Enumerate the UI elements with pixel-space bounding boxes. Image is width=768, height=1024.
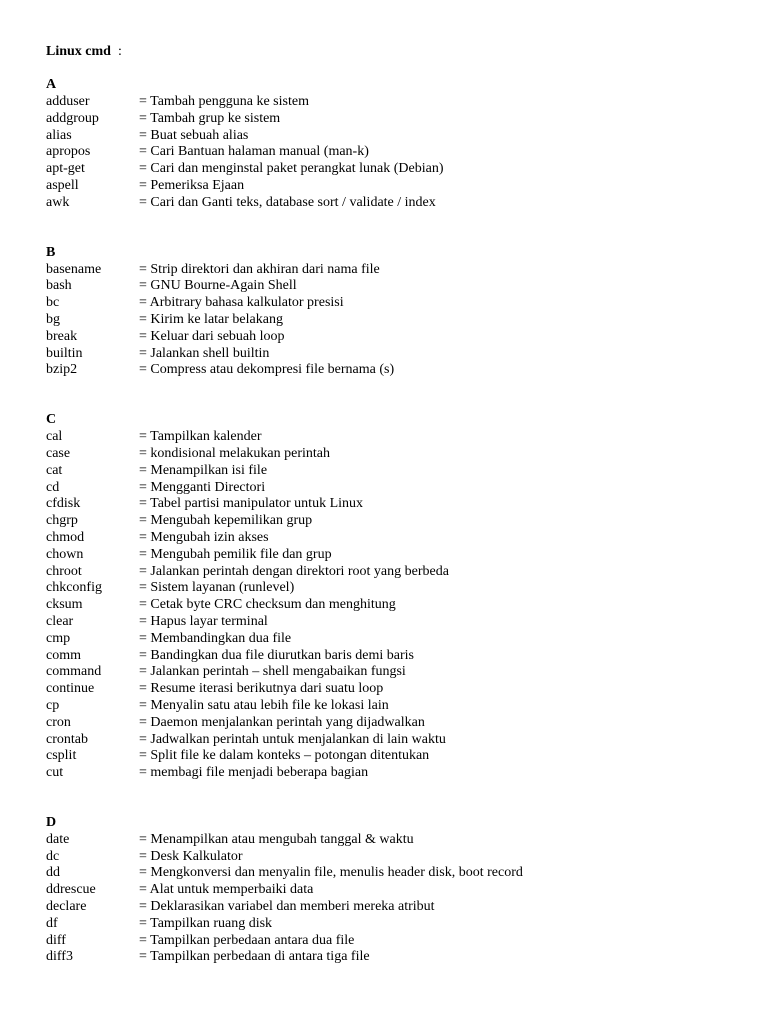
command-name: chown [46,546,84,562]
command-row [46,429,746,446]
command-name: chgrp [46,513,78,529]
command-name: clear [46,613,74,629]
command-name: cksum [46,597,83,613]
command-row [46,161,746,178]
command-description: = Alat untuk memperbaiki data [139,882,314,898]
command-row [46,178,746,195]
command-name: date [46,831,70,847]
command-row [46,480,746,497]
command-description: = Keluar dari sebuah loop [139,328,285,344]
command-name: alias [46,127,72,143]
command-description: = Tampilkan perbedaan di antara tiga file [139,949,370,965]
command-description: = Tambah grup ke sistem [139,110,281,126]
command-row [46,463,746,480]
command-row [46,446,746,463]
command-description: = Bandingkan dua file diurutkan baris demi baris [139,647,414,663]
command-name: diff [46,932,66,948]
command-row [46,631,746,648]
command-row [46,262,746,279]
command-row [46,698,746,715]
command-name: chkconfig [46,580,102,596]
command-name: diff3 [46,949,73,965]
section-b [46,245,746,380]
command-description: = GNU Bourne-Again Shell [139,278,297,294]
command-row [46,346,746,363]
command-row [46,916,746,933]
command-row [46,765,746,782]
command-name: bg [46,311,60,327]
command-description: = Resume iterasi berikutnya dari suatu loop [139,681,384,697]
command-name: cfdisk [46,496,81,512]
command-row [46,597,746,614]
command-description: = Mengubah kepemilikan grup [139,513,313,529]
command-name: csplit [46,748,77,764]
command-row [46,94,746,111]
command-row [46,899,746,916]
command-description: = Deklarasikan variabel dan memberi mereka atribut [139,899,435,915]
command-name: addgroup [46,110,99,126]
command-description: = Compress atau dekompresi file bernama (s) [139,362,395,378]
command-name: bzip2 [46,362,78,378]
command-sections [46,77,746,966]
command-name: declare [46,899,87,915]
command-name: apropos [46,144,91,160]
command-row [46,949,746,966]
command-name: ddrescue [46,882,96,898]
command-row [46,564,746,581]
command-name: cal [46,429,63,445]
command-row [46,664,746,681]
command-name: cut [46,765,64,781]
command-row [46,111,746,128]
command-name: command [46,664,102,680]
section-heading: D [46,814,57,830]
command-description: = Mengkonversi dan menyalin file, menulis header disk, boot record [139,865,523,881]
command-description: = Split file ke dalam konteks – potongan ditentukan [139,748,430,764]
command-description: = Tampilkan perbedaan antara dua file [139,932,355,948]
command-name: bc [46,295,60,311]
command-description: = Daemon menjalankan perintah yang dijadwalkan [139,714,425,730]
command-row [46,715,746,732]
command-description: = Arbitrary bahasa kalkulator presisi [139,295,344,311]
command-name: chroot [46,563,82,579]
command-row [46,832,746,849]
command-row [46,295,746,312]
command-description: = Menampilkan atau mengubah tanggal & waktu [139,831,414,847]
command-row [46,144,746,161]
command-name: adduser [46,94,90,109]
command-name: dc [46,848,60,864]
command-description: = Tampilkan ruang disk [139,915,273,931]
command-name: cat [46,462,63,478]
command-name: basename [46,261,102,277]
command-name: break [46,328,78,344]
command-description: = Jadwalkan perintah untuk menjalankan di lain waktu [139,731,446,747]
command-description: = Cari dan Ganti teks, database sort / validate / index [139,194,436,210]
command-row [46,547,746,564]
command-description: = Menyalin satu atau lebih file ke lokasi lain [139,697,389,713]
document-page [46,44,746,966]
command-row [46,312,746,329]
section-heading: B [46,244,56,260]
command-description: = membagi file menjadi beberapa bagian [139,765,369,781]
section-d [46,815,746,966]
command-description: = Mengubah izin akses [139,529,269,545]
page-title [46,44,746,61]
command-row [46,748,746,765]
command-description: = Desk Kalkulator [139,848,243,864]
command-description: = Cetak byte CRC checksum dan menghitung [139,597,396,613]
command-name: builtin [46,345,83,361]
command-name: df [46,915,58,931]
command-description: = kondisional melakukan perintah [139,445,331,461]
command-row [46,732,746,749]
section-c [46,412,746,782]
command-description: = Cari dan menginstal paket perangkat lunak (Debian) [139,161,444,177]
command-row [46,648,746,665]
command-row [46,278,746,295]
command-name: cmp [46,630,71,646]
command-description: = Tabel partisi manipulator untuk Linux [139,496,364,512]
command-row [46,496,746,513]
page-title-separator: : [117,44,122,59]
command-name: chmod [46,529,85,545]
command-description: = Jalankan perintah dengan direktori root yang berbeda [139,563,449,579]
command-description: = Cari Bantuan halaman manual (man-k) [139,144,369,160]
command-row [46,882,746,899]
command-row [46,195,746,212]
command-description: = Mengubah pemilik file dan grup [139,546,332,562]
command-name: apt-get [46,161,85,177]
command-description: = Buat sebuah alias [139,127,249,143]
page-title-text: Linux cmd [46,44,111,59]
command-description: = Hapus layar terminal [139,613,268,629]
command-row [46,681,746,698]
command-name: aspell [46,177,79,193]
command-description: = Tambah pengguna ke sistem [139,94,309,109]
command-name: case [46,445,71,461]
command-name: cp [46,697,60,713]
command-name: cd [46,479,60,495]
command-description: = Menampilkan isi file [139,462,268,478]
command-description: = Jalankan shell builtin [139,345,270,361]
command-row [46,530,746,547]
command-description: = Tampilkan kalender [139,429,262,445]
command-name: comm [46,647,81,663]
command-row [46,513,746,530]
command-row [46,865,746,882]
command-name: continue [46,681,95,697]
command-row [46,329,746,346]
command-description: = Membandingkan dua file [139,630,292,646]
command-name: awk [46,194,70,210]
command-name: cron [46,714,71,730]
command-description: = Strip direktori dan akhiran dari nama file [139,261,380,277]
command-row [46,614,746,631]
command-row [46,362,746,379]
command-description: = Mengganti Directori [139,479,266,495]
command-row [46,933,746,950]
command-name: bash [46,278,72,294]
command-row [46,849,746,866]
section-a [46,77,746,212]
command-name: crontab [46,731,88,747]
command-description: = Jalankan perintah – shell mengabaikan fungsi [139,664,406,680]
command-row [46,580,746,597]
command-description: = Pemeriksa Ejaan [139,177,245,193]
command-row [46,128,746,145]
command-name: dd [46,865,60,881]
command-description: = Sistem layanan (runlevel) [139,580,295,596]
section-heading: A [46,77,57,92]
command-description: = Kirim ke latar belakang [139,311,283,327]
section-heading: C [46,412,57,428]
